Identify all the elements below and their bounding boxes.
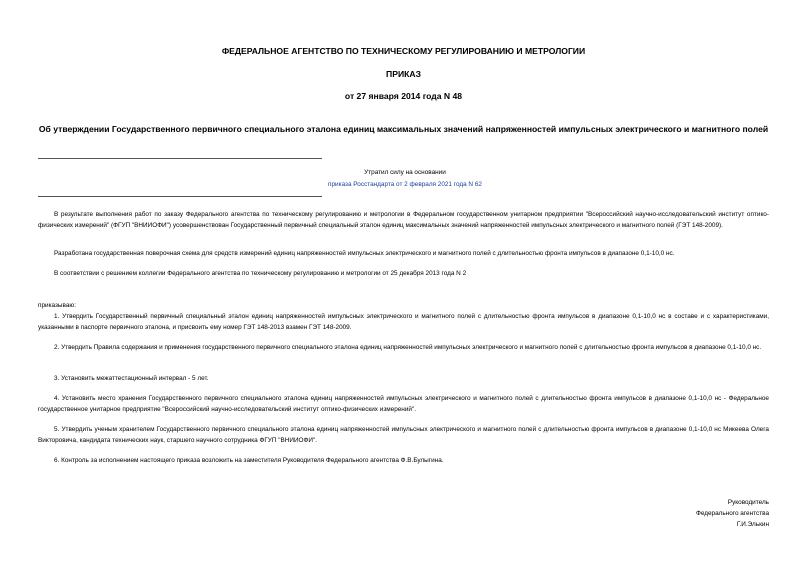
- signature-name: Г.И.Элькин: [736, 521, 769, 529]
- document-type: ПРИКАЗ: [386, 69, 421, 79]
- document-date: от 27 января 2014 года N 48: [344, 91, 463, 101]
- order-item-5: 5. Утвердить ученым хранителем Государственного первичного специального эталона единиц напряженностей импульсных электрического и магнитного полей с длительностью фронта импульсов в диапазоне 0,1-10,0 нс Микеева Олега Викторовича, кандидата технических наук, старшего научного сотрудника ФГУП "ВНИИОФИ".: [38, 426, 769, 444]
- order-item-2: 2. Утвердить Правила содержания и применения государственного первичного специального эталона единиц напряженностей импульсных электрического и магнитного полей с длительностью фронта импульсов в диапазоне 0,1-10,0 нс.: [54, 344, 762, 351]
- order-item-4: 4. Установить место хранения Государственного первичного специального эталона единиц напряженностей импульсных электрического и магнитного полей с длительностью фронта импульсов в диапазоне 0,1-10,0 нс - Федеральное государственное унитарное предприятие "Всероссийский научно-исследовательский институт оптико-физических измерений".: [38, 395, 769, 413]
- signature-block: [569, 497, 769, 531]
- status-note: [260, 167, 550, 191]
- status-note-text: Утратил силу на основании: [364, 169, 446, 176]
- signature-position: Руководитель: [727, 499, 769, 506]
- signature-agency: Федерального агентства: [695, 510, 769, 518]
- repeal-order-link[interactable]: приказа Росстандарта от 2 февраля 2021 года N 62: [328, 181, 482, 188]
- paragraph-intro: В результате выполнения работ по заказу Федерального агентства по техническому регулированию и метрологии в Федеральном государственном унитарном предприятии "Всероссийский научно-исследовательский институт оптико-физических измерений" (ФГУП "ВНИИОФИ") усовершенствован Государственный первичный специальный эталон единиц максимальных значений напряженностей импульсных электрического и магнитного полей (ГЭТ 148-2009).: [38, 211, 769, 229]
- document-title: Об утверждении Государственного первичного специального эталона единиц максимальных значений напряженностей импульсных электрического и магнитного полей: [38, 124, 769, 134]
- divider-bottom: [38, 196, 322, 197]
- order-word: приказываю:: [38, 302, 76, 309]
- order-item-3: 3. Установить межаттестационный интервал - 5 лет.: [54, 375, 209, 382]
- agency-name: ФЕДЕРАЛЬНОЕ АГЕНТСТВО ПО ТЕХНИЧЕСКОМУ РЕГУЛИРОВАНИЮ И МЕТРОЛОГИИ: [221, 46, 586, 56]
- paragraph-basis: В соответствии с решением коллегии Федерального агентства по техническому регулированию и метрологии от 25 декабря 2013 года N 2: [54, 270, 467, 277]
- order-item-1: 1. Утвердить Государственный первичный специальный эталон единиц напряженностей импульсных электрического и магнитного полей с длительностью фронта импульсов в диапазоне 0,1-10,0 нс в составе и с характеристиками, указанными в паспорте первичного эталона, и присвоить ему номер ГЭТ 148-2013 взамен ГЭТ 148-2009.: [38, 313, 769, 331]
- order-item-6: 6. Контроль за исполнением настоящего приказа возложить на заместителя Руководителя Федерального агентства Ф.В.Булыгина.: [54, 457, 444, 464]
- paragraph-scheme: Разработана государственная поверочная схема для средств измерений единиц напряженностей импульсных электрического и магнитного полей с длительностью фронта импульсов в диапазоне 0,1-10,0 нс.: [54, 250, 675, 257]
- divider-top: [38, 158, 322, 159]
